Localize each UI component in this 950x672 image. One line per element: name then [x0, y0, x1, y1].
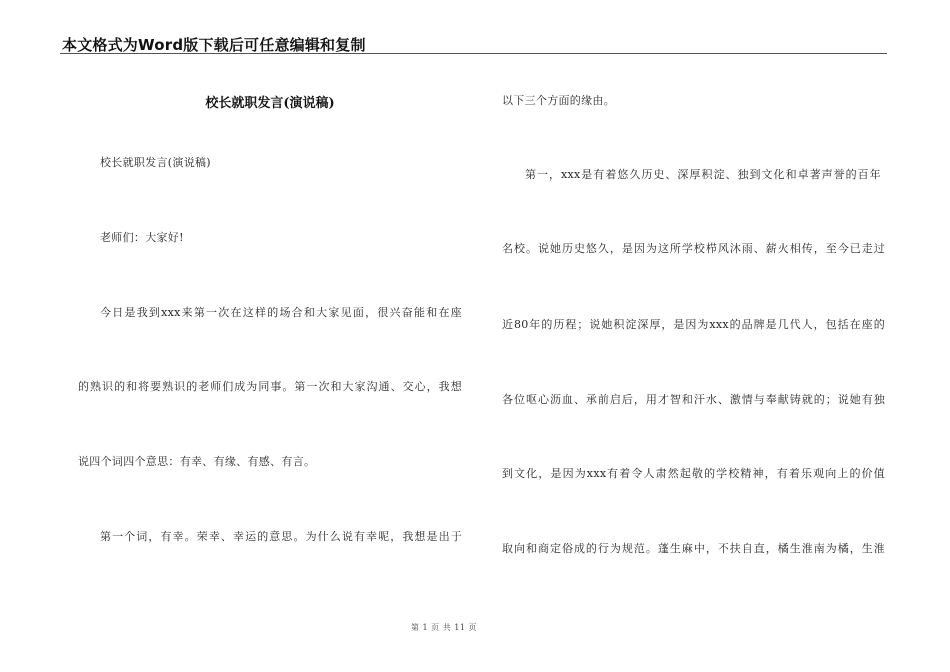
- left-paragraph-line: 第一个词，有幸。荣幸、幸运的意思。为什么说有幸呢，我想是出于: [100, 530, 462, 543]
- right-paragraph-line: 各位呕心沥血、承前启后，用才智和汗水、激情与奉献铸就的；说她有独: [502, 393, 885, 406]
- left-paragraph-line: 今日是我到xxx来第一次在这样的场合和大家见面，很兴奋能和在座: [100, 306, 462, 319]
- right-paragraph-line: 近80年的历程；说她积淀深厚，是因为xxx的品牌是几代人，包括在座的: [502, 318, 885, 331]
- left-paragraph-line: 校长就职发言(演说稿): [100, 156, 211, 169]
- right-paragraph-line: 到文化，是因为xxx有着令人肃然起敬的学校精神，有着乐观向上的价值: [502, 467, 885, 480]
- right-paragraph-line: 名校。说她历史悠久，是因为这所学校栉风沐雨、薪火相传，至今已走过: [502, 242, 885, 255]
- document-header-banner: 本文格式为Word版下载后可任意编辑和复制: [62, 36, 366, 54]
- right-paragraph-line: 取向和商定俗成的行为规范。蓬生麻中，不扶自直，橘生淮南为橘，生淮: [502, 542, 885, 555]
- right-paragraph-line: 以下三个方面的缘由。: [502, 94, 615, 107]
- left-paragraph-line: 老师们：大家好!: [100, 231, 184, 244]
- right-paragraph-line: 第一，xxx是有着悠久历史、深厚积淀、独到文化和卓著声誉的百年: [525, 168, 881, 181]
- document-title: 校长就职发言(演说稿): [205, 96, 335, 111]
- page-number-footer: 第 1 页 共 11 页: [411, 623, 477, 632]
- header-divider: [60, 53, 887, 54]
- left-paragraph-line: 的熟识的和将要熟识的老师们成为同事。第一次和大家沟通、交心，我想: [78, 380, 462, 393]
- left-paragraph-line: 说四个词四个意思：有幸、有缘、有感、有言。: [78, 455, 316, 468]
